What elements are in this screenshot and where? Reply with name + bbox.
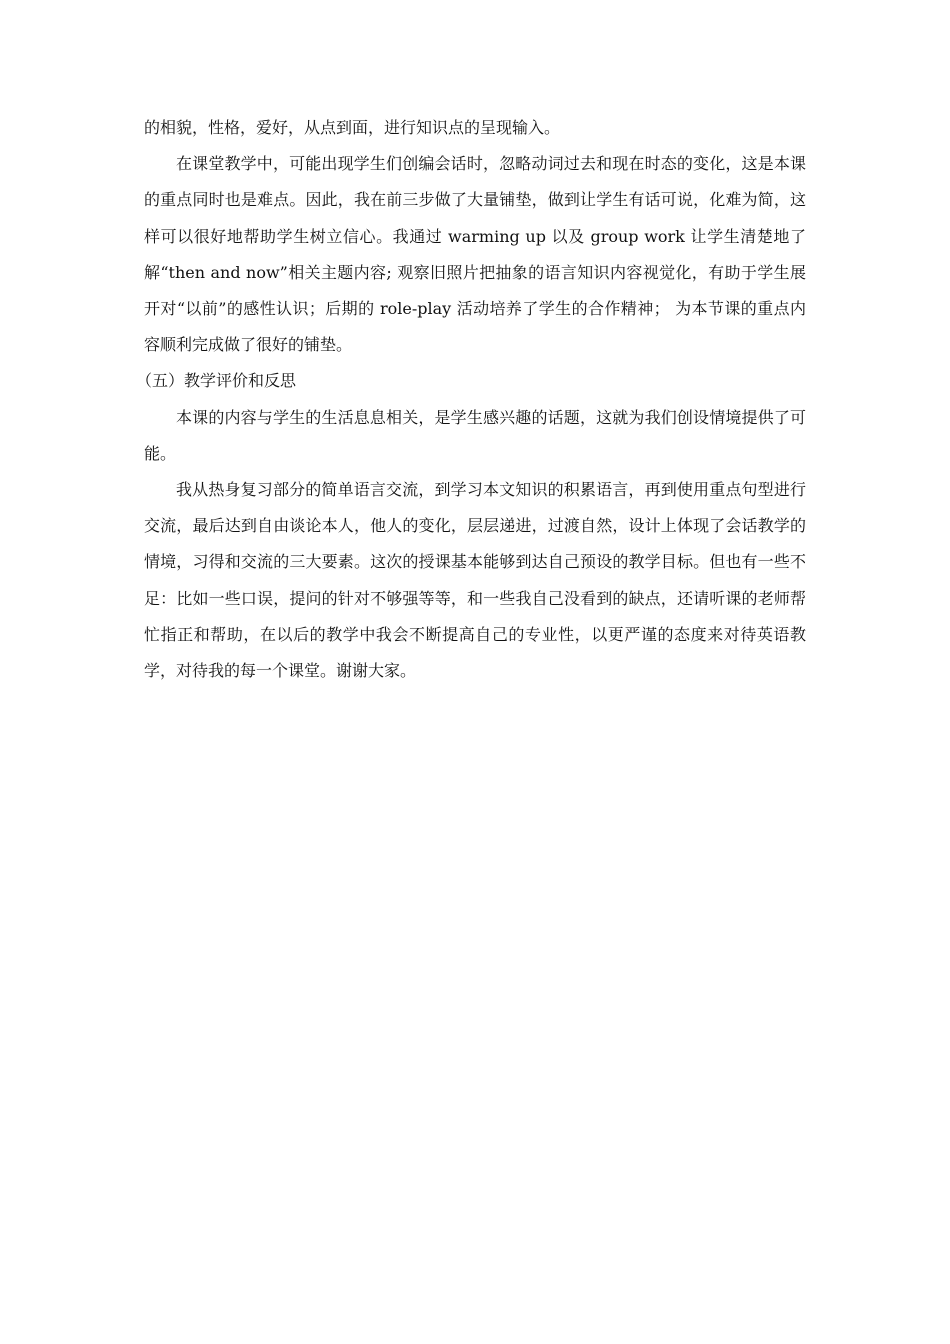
document-body: [136, 110, 806, 689]
paragraph-continuation: 的相貌，性格，爱好，从点到面，进行知识点的呈现输入。: [144, 118, 561, 137]
paragraph-evaluation-intro: 本课的内容与学生的生活息息相关，是学生感兴趣的话题，这就为我们创设情境提供了可能。: [144, 407, 806, 463]
paragraph-key-points: 在课堂教学中，可能出现学生们创编会话时，忽略动词过去和现在时态的变化，这是本课的重点同时也是难点。因此，我在前三步做了大量铺垫，做到让学生有话可说，化难为简，这样可以很好地帮助学生树立信心。我通过 warming up 以及 group work 让学生清楚地了解“then and now”相关主题内容; 观察旧照片把抽象的语言知识内容视觉化，有助于学生展开对“以前”的感性认识；后期的 role-play 活动培养了学生的合作精神； 为本节课的重点内容顺利完成做了很好的铺垫。: [144, 154, 806, 355]
section-heading: （五）教学评价和反思: [136, 371, 297, 391]
paragraph-reflection: 我从热身复习部分的简单语言交流，到学习本文知识的积累语言，再到使用重点句型进行交流，最后达到自由谈论本人，他人的变化，层层递进，过渡自然，设计上体现了会话教学的情境，习得和交流的三大要素。这次的授课基本能够到达自己预设的教学目标。但也有一些不足：比如一些口误，提问的针对不够强等等，和一些我自己没看到的缺点，还请听课的老师帮忙指正和帮助，在以后的教学中我会不断提高自己的专业性，以更严谨的态度来对待英语教学，对待我的每一个课堂。谢谢大家。: [144, 480, 806, 681]
